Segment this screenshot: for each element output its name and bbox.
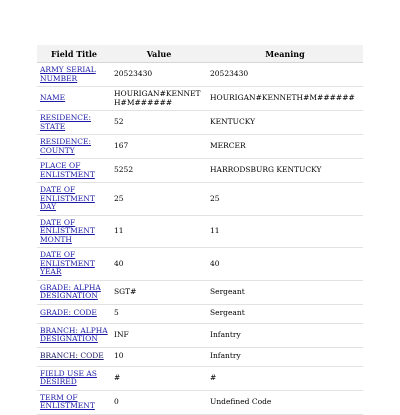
meaning-cell: Sergeant [207, 304, 363, 323]
table-row [37, 248, 363, 281]
field-title-cell [37, 159, 111, 183]
field-title-cell [37, 183, 111, 216]
value-cell: 52 [111, 111, 207, 135]
table-row [37, 215, 363, 248]
value-cell: 40 [111, 248, 207, 281]
table-row [37, 304, 363, 323]
meaning-cell: 20523430 [207, 63, 363, 87]
header-meaning: Meaning [207, 45, 363, 63]
field-link-field-use-as-desired[interactable]: FIELD USE AS DESIRED [40, 368, 97, 386]
meaning-cell: 25 [207, 183, 363, 216]
table-header-row [37, 45, 363, 63]
value-cell: SGT# [111, 280, 207, 304]
field-link-branch-code[interactable]: BRANCH: CODE [40, 351, 104, 361]
value-cell: INF [111, 323, 207, 347]
field-link-date-of-enlistment-month[interactable]: DATE OF ENLISTMENT MONTH [40, 217, 95, 244]
value-cell: 0 [111, 390, 207, 414]
field-title-cell [37, 390, 111, 414]
field-title-cell [37, 304, 111, 323]
field-title-cell [37, 347, 111, 366]
field-title-cell [37, 323, 111, 347]
table-row [37, 280, 363, 304]
table-row [37, 183, 363, 216]
table-row [37, 87, 363, 111]
meaning-cell: Infantry [207, 347, 363, 366]
value-cell: 5252 [111, 159, 207, 183]
field-link-grade-code[interactable]: GRADE: CODE [40, 308, 97, 318]
meaning-cell: HARRODSBURG KENTUCKY [207, 159, 363, 183]
field-link-place-of-enlistment[interactable]: PLACE OF ENLISTMENT [40, 161, 95, 179]
value-cell: 167 [111, 135, 207, 159]
field-title-cell [37, 135, 111, 159]
value-cell: # [111, 366, 207, 390]
field-title-cell [37, 111, 111, 135]
field-link-name[interactable]: NAME [40, 93, 66, 103]
value-cell: 20523430 [111, 63, 207, 87]
field-link-grade-alpha-designation[interactable]: GRADE: ALPHA DESIGNATION [40, 282, 101, 300]
header-value: Value [111, 45, 207, 63]
field-title-cell [37, 87, 111, 111]
record-table [37, 45, 363, 415]
meaning-cell: MERCER [207, 135, 363, 159]
record-table-container [37, 45, 363, 415]
field-link-residence-county[interactable]: RESIDENCE: COUNTY [40, 137, 92, 155]
meaning-cell: Undefined Code [207, 390, 363, 414]
field-link-branch-alpha-designation[interactable]: BRANCH: ALPHA DESIGNATION [40, 325, 108, 343]
meaning-cell: 40 [207, 248, 363, 281]
table-row [37, 159, 363, 183]
field-link-date-of-enlistment-year[interactable]: DATE OF ENLISTMENT YEAR [40, 250, 95, 276]
meaning-cell: # [207, 366, 363, 390]
field-link-date-of-enlistment-day[interactable]: DATE OF ENLISTMENT DAY [40, 185, 95, 211]
field-link-army-serial-number[interactable]: ARMY SERIAL NUMBER [40, 65, 96, 83]
table-row [37, 366, 363, 390]
table-row [37, 347, 363, 366]
field-title-cell [37, 215, 111, 248]
field-title-cell [37, 63, 111, 87]
field-link-term-of-enlistment[interactable]: TERM OF ENLISTMENT [40, 392, 95, 410]
table-row [37, 323, 363, 347]
value-cell: 11 [111, 215, 207, 248]
header-field-title: Field Title [37, 45, 111, 63]
table-row [37, 63, 363, 87]
value-cell: HOURIGAN#KENNETH#M###### [111, 87, 207, 111]
meaning-cell: HOURIGAN#KENNETH#M###### [207, 87, 363, 111]
value-cell: 5 [111, 304, 207, 323]
meaning-cell: KENTUCKY [207, 111, 363, 135]
value-cell: 25 [111, 183, 207, 216]
field-title-cell [37, 280, 111, 304]
table-row [37, 111, 363, 135]
field-title-cell [37, 366, 111, 390]
meaning-cell: Infantry [207, 323, 363, 347]
field-title-cell [37, 248, 111, 281]
field-link-residence-state[interactable]: RESIDENCE: STATE [40, 113, 92, 131]
table-row [37, 135, 363, 159]
table-row [37, 390, 363, 414]
value-cell: 10 [111, 347, 207, 366]
meaning-cell: Sergeant [207, 280, 363, 304]
meaning-cell: 11 [207, 215, 363, 248]
